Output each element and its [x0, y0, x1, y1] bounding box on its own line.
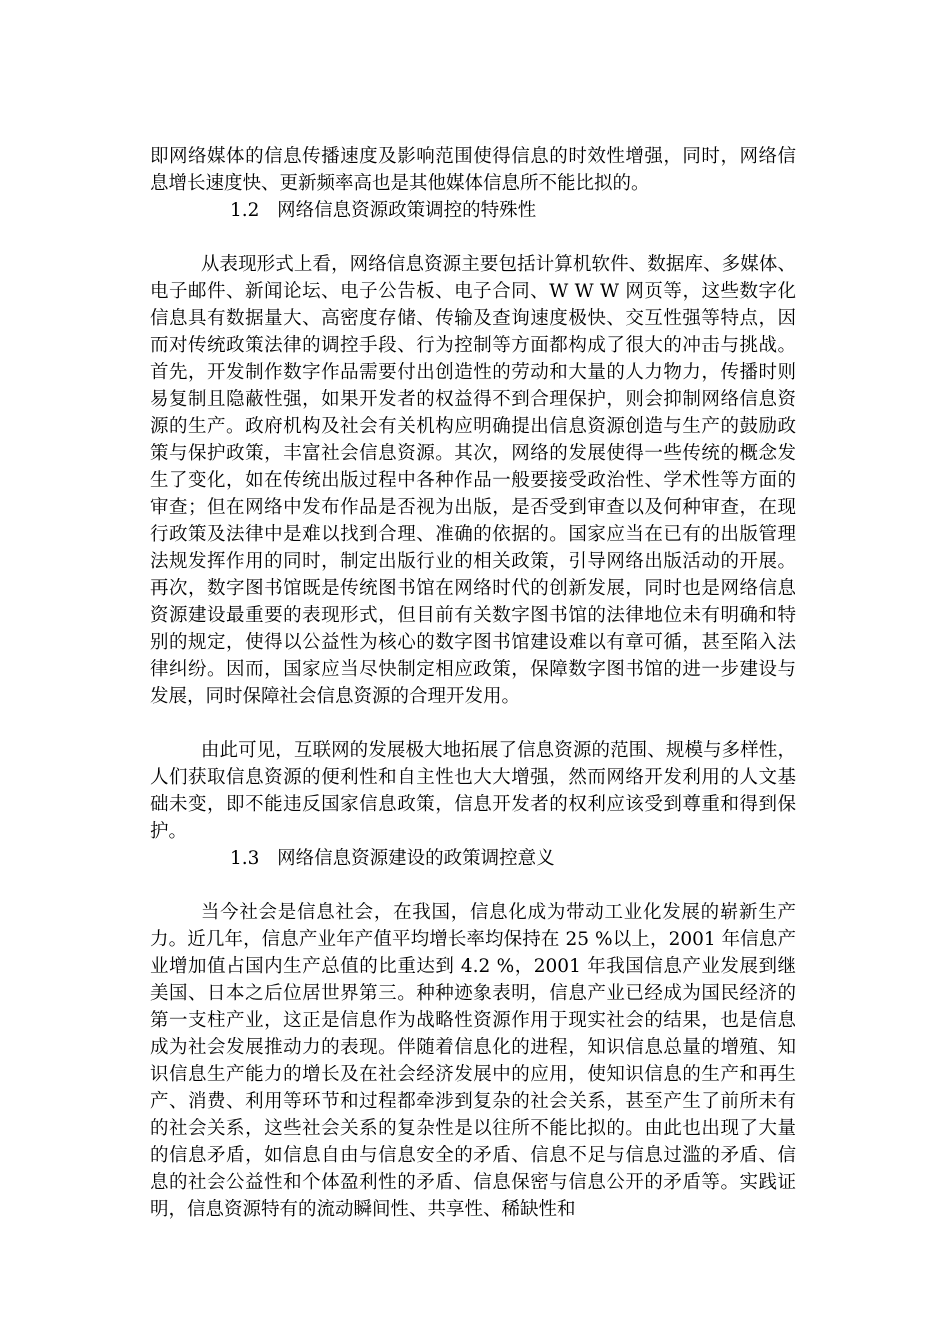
paragraph-conclusion: 由此可见，互联网的发展极大地拓展了信息资源的范围、规模与多样性，人们获取信息资源的便利性和自主性也大大增强，然而网络开发利用的人文基础未变，即不能违反国家信息政策，信息开发者的权利应该受到尊重和得到保护。	[150, 740, 796, 842]
document-page	[150, 143, 796, 1223]
paragraph-continuation: 即网络媒体的信息传播速度及影响范围使得信息的时效性增强，同时，网络信息增长速度快、更新频率高也是其他媒体信息所不能比拟的。	[150, 146, 796, 194]
paragraph-information-society: 当今社会是信息社会，在我国，信息化成为带动工业化发展的崭新生产力。近几年，信息产业年产值平均增长率均保持在 25 %以上，2001 年信息产业增加值占国内生产总值的比重达到 4.2 %，2001 年我国信息产业发展到继美国、日本之后位居世界第三。种种迹象表明，信息产业已经成为国民经济的第一支柱产业，这正是信息作为战略性资源作用于现实社会的结果，也是信息成为社会发展推动力的表现。伴随着信息化的进程，知识信息总量的增殖、知识信息生产能力的增长及在社会经济发展中的应用，使知识信息的生产和再生产、消费、利用等环节和过程都牵涉到复杂的社会关系，甚至产生了前所未有的社会关系，这些社会关系的复杂性是以往所不能比拟的。由此也出现了大量的信息矛盾，如信息自由与信息安全的矛盾、信息不足与信息过滥的矛盾、信息的社会公益性和个体盈利性的矛盾、信息保密与信息公开的矛盾等。实践证明，信息资源特有的流动瞬间性、共享性、稀缺性和	[150, 902, 796, 1220]
section-heading-1-3: 1.3 网络信息资源建设的政策调控意义	[230, 848, 555, 869]
section-heading-1-2: 1.2 网络信息资源政策调控的特殊性	[230, 200, 537, 221]
paragraph-forms-of-network-information: 从表现形式上看，网络信息资源主要包括计算机软件、数据库、多媒体、电子邮件、新闻论坛、电子公告板、电子合同、W W W 网页等，这些数字化信息具有数据量大、高密度存储、传输及查询速度极快、交互性强等特点，因而对传统政策法律的调控手段、行为控制等方面都构成了很大的冲击与挑战。首先，开发制作数字作品需要付出创造性的劳动和大量的人力物力，传播时则易复制且隐蔽性强，如果开发者的权益得不到合理保护，则会抑制网络信息资源的生产。政府机构及社会有关机构应明确提出信息资源创造与生产的鼓励政策与保护政策，丰富社会信息资源。其次，网络的发展使得一些传统的概念发生了变化，如在传统出版过程中各种作品一般要接受政治性、学术性等方面的审查；但在网络中发布作品是否视为出版，是否受到审查以及何种审查，在现行政策及法律中是难以找到合理、准确的依据的。国家应当在已有的出版管理法规发挥作用的同时，制定出版行业的相关政策，引导网络出版活动的开展。再次，数字图书馆既是传统图书馆在网络时代的创新发展，同时也是网络信息资源建设最重要的表现形式，但目前有关数字图书馆的法律地位未有明确和特别的规定，使得以公益性为核心的数字图书馆建设难以有章可循，甚至陷入法律纠纷。因而，国家应当尽快制定相应政策，保障数字图书馆的进一步建设与发展，同时保障社会信息资源的合理开发用。	[150, 254, 796, 707]
